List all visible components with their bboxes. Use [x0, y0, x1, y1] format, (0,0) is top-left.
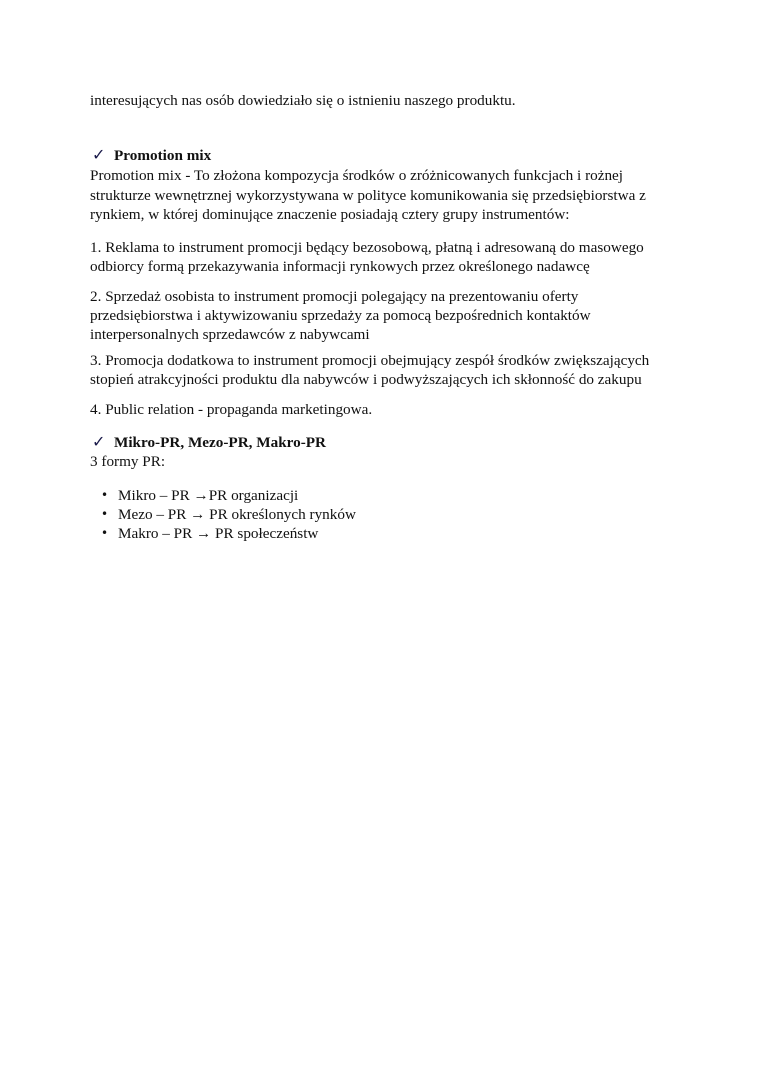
section-heading-promotion-mix: Promotion mix	[114, 147, 212, 164]
text-line: 3. Promocja dodatkowa to instrument promocji obejmujący zespół środków zwiększających	[90, 352, 650, 369]
text-line: interpersonalnych sprzedawców z nabywcami	[90, 326, 370, 343]
text-line: odbiorcy formą przekazywania informacji rynkowych przez określonego nadawcę	[90, 258, 590, 275]
promotion-mix-paragraph	[90, 166, 646, 224]
text-line: strukturze wewnętrznej wykorzystywana w polityce komunikowania się przedsiębiorstwa z	[90, 187, 646, 204]
checkmark-icon: ✓	[92, 432, 106, 451]
text-line: rynkiem, w której dominujące znaczenie posiadają cztery grupy instrumentów:	[90, 206, 570, 223]
intro-line	[90, 91, 516, 110]
list-item: Mezo – PR → PR określonych rynków	[118, 506, 356, 523]
bullet-icon: •	[101, 507, 109, 521]
list-item: Mikro – PR →PR organizacji	[118, 487, 299, 504]
checkmark-icon: ✓	[92, 145, 106, 164]
text-line: stopień atrakcyjności produktu dla nabywców i podwyższających ich skłonność do zakupu	[90, 371, 642, 388]
list-item-reklama	[90, 238, 644, 276]
list-item-promocja-dodatkowa	[90, 351, 649, 389]
pr-forms-intro: 3 formy PR:	[90, 453, 166, 470]
text-line: interesujących nas osób dowiedziało się o istnieniu naszego produktu.	[90, 92, 516, 109]
text-line: Promotion mix - To złożona kompozycja środków o zróżnicowanych funkcjach i rożnej	[90, 167, 624, 184]
list-item-public-relation	[90, 400, 372, 419]
bullet-icon: •	[101, 526, 109, 540]
list-item-sprzedaz-osobista	[90, 287, 591, 344]
text-line: 2. Sprzedaż osobista to instrument promocji polegający na prezentowaniu oferty	[90, 288, 579, 305]
text-line: 1. Reklama to instrument promocji będący bezosobową, płatną i adresowaną do masowego	[90, 239, 644, 256]
section-heading-pr-forms: Mikro-PR, Mezo-PR, Makro-PR	[114, 434, 327, 451]
list-item: Makro – PR → PR społeczeństw	[118, 525, 319, 542]
text-line: 4. Public relation - propaganda marketingowa.	[90, 401, 373, 418]
text-line: przedsiębiorstwa i aktywizowaniu sprzedaży za pomocą bezpośrednich kontaktów	[90, 307, 591, 324]
bullet-icon: •	[101, 488, 109, 502]
